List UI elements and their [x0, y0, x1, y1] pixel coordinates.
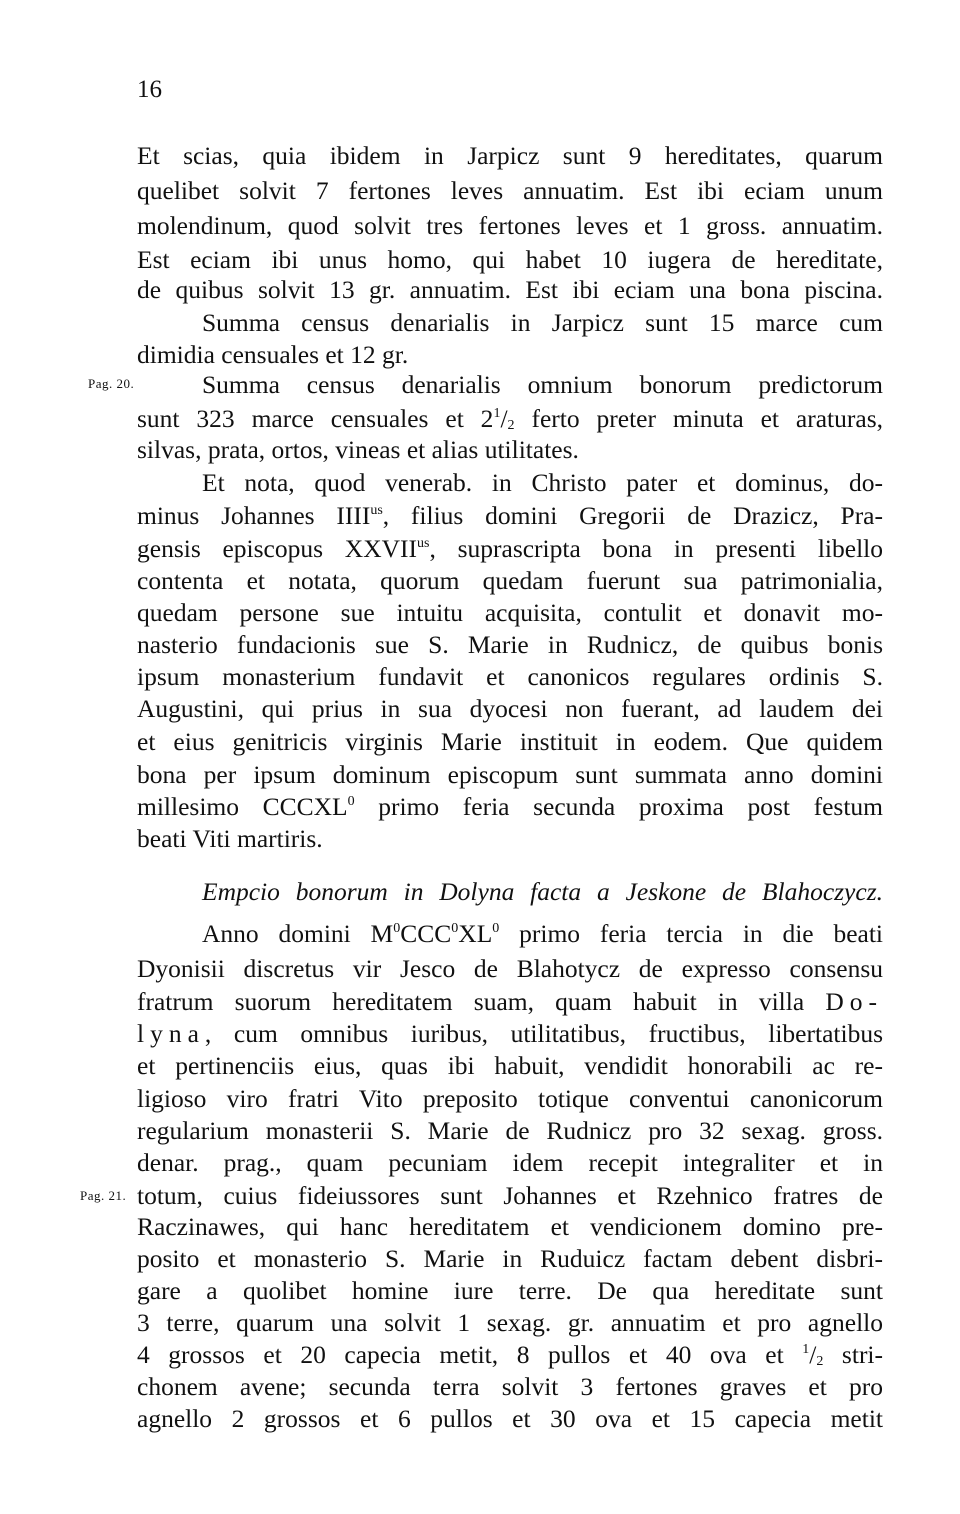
superscript: us: [370, 503, 383, 519]
superscript: 0: [347, 794, 355, 810]
spaced-text: Do-: [825, 987, 883, 1016]
superscript: 0: [393, 921, 401, 937]
text-line: Summa census denarialis omnium bonorum predictorum: [202, 370, 883, 399]
text-line: Et nota, quod venerab. in Christo pater et dominus, do-: [202, 468, 883, 497]
fraction-numerator: 1: [493, 406, 501, 422]
text-line: Dyonisii discretus vir Jesco de Blahotycz de expresso consensu: [137, 954, 883, 983]
text-line: quedam persone sue intuitu acquisita, contulit et donavit mo-: [137, 598, 883, 627]
text-span: primo feria tercia in die beati: [499, 919, 883, 948]
fraction-slash: /: [500, 404, 508, 433]
text-span: minus Johannes IIII: [137, 501, 371, 530]
text-line: silvas, prata, ortos, vineas et alias utilitates.: [137, 435, 579, 464]
text-line: ligioso viro fratri Vito preposito totique conventui canonicorum: [137, 1084, 883, 1113]
text-line: nasterio fundacionis sue S. Marie in Rudnicz, de quibus bonis: [137, 630, 883, 659]
section-heading: Empcio bonorum in Dolyna facta a Jeskone de Blahoczycz.: [202, 877, 883, 906]
text-span: stri-: [823, 1340, 884, 1369]
superscript: 0: [492, 921, 500, 937]
text-line: Est eciam ibi unus homo, qui habet 10 iugera de hereditate,: [137, 245, 883, 274]
text-line: contenta et notata, quorum quedam fuerunt sua patrimonialia,: [137, 566, 883, 595]
text-line: gare a quolibet homine iure terre. De qua hereditate sunt: [137, 1276, 883, 1305]
fraction-denominator: 2: [507, 418, 515, 434]
text-span: gensis episcopus XXVII: [137, 534, 418, 563]
text-span: primo feria secunda proxima post festum: [354, 792, 883, 821]
text-span: , cum omnibus iuribus, utilitatibus, fructibus, libertatibus: [204, 1019, 883, 1048]
text-line: dimidia censuales et 12 gr.: [137, 340, 409, 369]
text-span: fratrum suorum hereditatem suam, quam habuit in villa: [137, 987, 826, 1016]
text-line: Summa census denarialis in Jarpicz sunt 15 marce cum: [202, 308, 883, 337]
text-span: CCC: [400, 919, 452, 948]
text-line: quelibet solvit 7 fertones leves annuatim. Est ibi eciam unum: [137, 176, 883, 205]
text-span: 4 grossos et 20 capecia metit, 8 pullos et 40 ova et: [137, 1340, 803, 1369]
text-span: Anno domini M: [202, 919, 394, 948]
text-line: Raczinawes, qui hanc hereditatem et vendicionem domino pre-: [137, 1212, 883, 1241]
text-line: molendinum, quod solvit tres fertones leves et 1 gross. annuatim.: [137, 211, 883, 240]
text-line: de quibus solvit 13 gr. annuatim. Est ibi eciam una bona piscina.: [137, 275, 883, 304]
margin-note-pag-20: Pag. 20.: [88, 376, 135, 391]
text-line: Augustini, qui prius in sua dyocesi non fuerant, ad laudem dei: [137, 694, 883, 723]
text-line: [137, 1338, 883, 1372]
text-span: , filius domini Gregorii de Drazicz, Pra-: [382, 501, 883, 530]
fraction-numerator: 1: [802, 1342, 810, 1358]
text-span: ferto preter minuta et araturas,: [514, 404, 883, 433]
superscript: 0: [451, 921, 459, 937]
text-line: totum, cuius fideiussores sunt Johannes et Rzehnico fratres de: [137, 1181, 883, 1210]
margin-note-pag-21: Pag. 21.: [80, 1188, 127, 1203]
text-line: [137, 532, 883, 566]
text-line: ipsum monasterium fundavit et canonicos regulares ordinis S.: [137, 662, 883, 691]
text-line: [137, 499, 883, 533]
text-line: agnello 2 grossos et 6 pullos et 30 ova et 15 capecia metit: [137, 1404, 883, 1433]
text-line: chonem avene; secunda terra solvit 3 fertones graves et pro: [137, 1372, 883, 1401]
text-line: [137, 1017, 883, 1051]
text-line: [202, 917, 883, 951]
text-line: regularium monasterii S. Marie de Rudnicz pro 32 sexag. gross.: [137, 1116, 883, 1145]
superscript: us: [417, 536, 430, 552]
text-line: [137, 402, 883, 436]
text-line: [137, 985, 883, 1019]
text-span: sunt 323 marce censuales et 2: [137, 404, 494, 433]
text-line: Et scias, quia ibidem in Jarpicz sunt 9 hereditates, quarum: [137, 141, 883, 170]
text-line: et eius genitricis virginis Marie instituit in eodem. Que quidem: [137, 727, 883, 756]
fraction-denominator: 2: [816, 1354, 824, 1370]
text-span: , suprascripta bona in presenti libello: [429, 534, 883, 563]
text-line: [137, 790, 883, 824]
spaced-text: lyna: [137, 1019, 205, 1048]
text-span: millesimo CCCXL: [137, 792, 348, 821]
text-line: beati Viti martiris.: [137, 824, 323, 853]
text-span: XL: [458, 919, 493, 948]
text-line: bona per ipsum dominum episcopum sunt summata anno domini: [137, 760, 883, 789]
text-line: posito et monasterio S. Marie in Ruduicz factam debent disbri-: [137, 1244, 883, 1273]
text-line: denar. prag., quam pecuniam idem recepit integraliter et in: [137, 1148, 883, 1177]
text-line: 3 terre, quarum una solvit 1 sexag. gr. annuatim et pro agnello: [137, 1308, 883, 1337]
fraction-slash: /: [809, 1340, 817, 1369]
text-line: et pertinenciis eius, quas ibi habuit, vendidit honorabili ac re-: [137, 1051, 883, 1080]
page-number: 16: [137, 76, 162, 103]
